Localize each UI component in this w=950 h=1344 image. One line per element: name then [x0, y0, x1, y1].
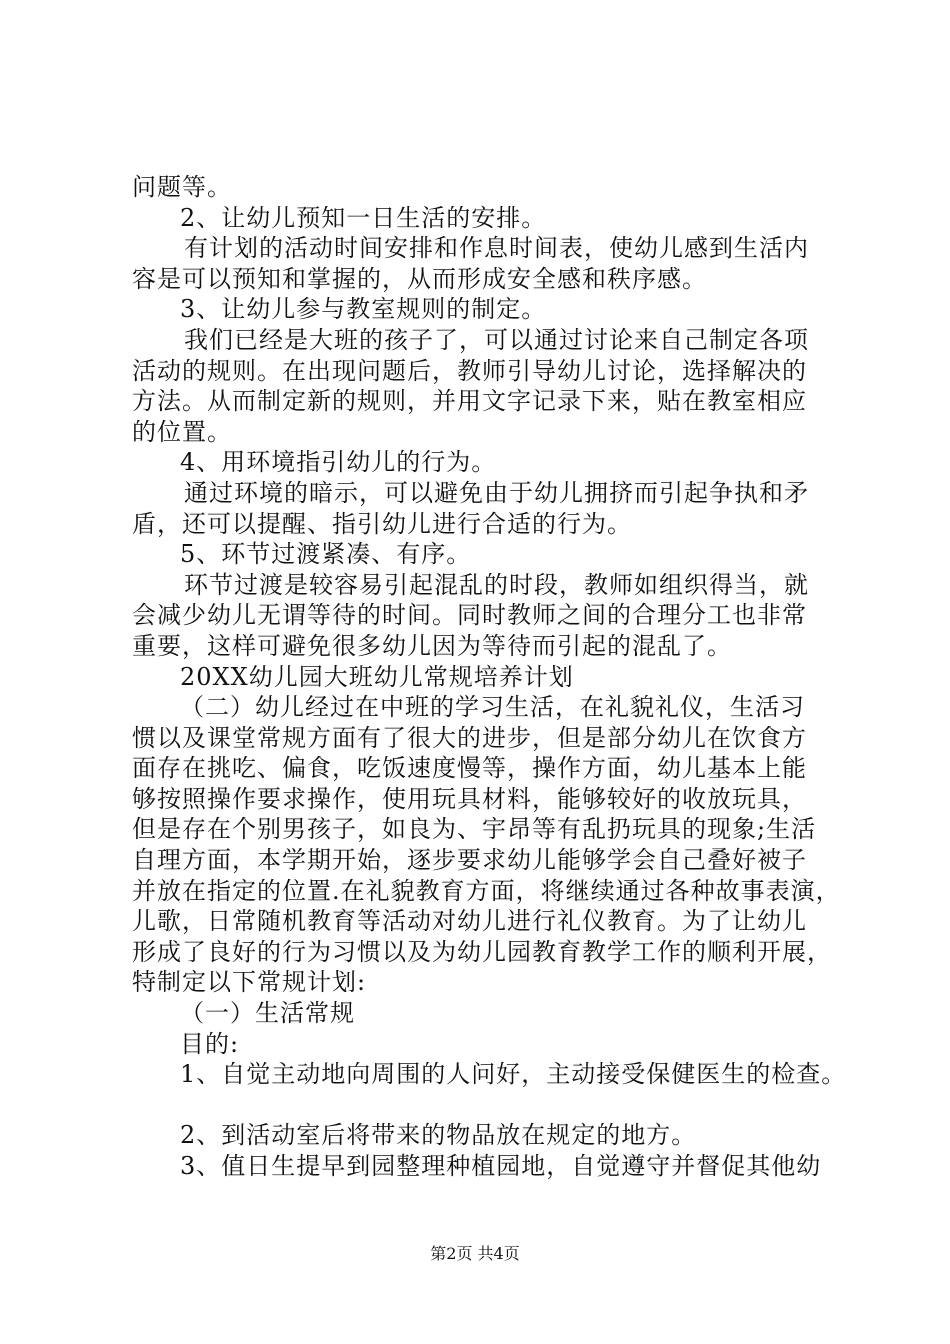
paragraph-line: 通过环境的暗示，可以避免由于幼儿拥挤而引起争执和矛 [184, 478, 809, 507]
paragraph-line: 形成了良好的行为习惯以及为幼儿园教育教学工作的顺利开展， [132, 937, 832, 966]
page-number: 第2页 共4页 [430, 1244, 520, 1263]
paragraph-line: 但是存在个别男孩子，如良为、宇昂等有乱扔玩具的现象;生活 [132, 815, 817, 844]
section-title: 20XX幼儿园大班幼儿常规培养计划 [180, 662, 574, 691]
paragraph-line: 面存在挑吃、偏食，吃饭速度慢等，操作方面，幼儿基本上能 [132, 754, 807, 783]
list-item: 2、到活动室后将带来的物品放在规定的地方。 [180, 1121, 697, 1150]
goal-label: 目的: [180, 1029, 240, 1058]
paragraph-line: 儿歌，日常随机教育等活动对幼儿进行礼仪教育。为了让幼儿 [132, 907, 807, 936]
paragraph-line: （二）幼儿经过在中班的学习生活，在礼貌礼仪，生活习 [180, 693, 805, 722]
paragraph-line: 的位置。 [132, 417, 232, 446]
paragraph-line: 自理方面，本学期开始，逐步要求幼儿能够学会自己叠好被子 [132, 846, 807, 875]
paragraph-line: 会减少幼儿无谓等待的时间。同时教师之间的合理分工也非常 [132, 601, 807, 630]
page-footer [0, 1244, 950, 1264]
blank-line [132, 1090, 832, 1121]
numbered-heading: 5、环节过渡紧凑、有序。 [180, 540, 472, 569]
document-body [132, 172, 847, 1182]
paragraph-line: 够按照操作要求操作，使用玩具材料，能够较好的收放玩具， [132, 784, 807, 813]
paragraph-line: 我们已经是大班的孩子了，可以通过讨论来自己制定各项 [184, 325, 809, 354]
paragraph-line: 特制定以下常规计划: [132, 968, 367, 997]
paragraph-line: 重要，这样可避免很多幼儿因为等待而引起的混乱了。 [132, 631, 732, 660]
subsection-heading: （一）生活常规 [180, 999, 355, 1028]
paragraph-line: 环节过渡是较容易引起混乱的时段，教师如组织得当，就 [184, 570, 809, 599]
list-item: 3、值日生提早到园整理种植园地，自觉遵守并督促其他幼 [180, 1152, 822, 1180]
numbered-heading: 3、让幼儿参与教室规则的制定。 [180, 295, 547, 324]
text-line: 问题等。 [132, 173, 232, 201]
paragraph-line: 容是可以预知和掌握的，从而形成安全感和秩序感。 [132, 264, 707, 293]
paragraph-line: 有计划的活动时间安排和作息时间表，使幼儿感到生活内 [184, 234, 809, 263]
paragraph-line: 并放在指定的位置.在礼貌教育方面，将继续通过各种故事表演， [132, 876, 841, 905]
numbered-heading: 4、用环境指引幼儿的行为。 [180, 448, 497, 477]
numbered-heading: 2、让幼儿预知一日生活的安排。 [180, 203, 547, 232]
list-item: 1、自觉主动地向周围的人问好，主动接受保健医生的检查。 [180, 1060, 847, 1089]
paragraph-line: 方法。从而制定新的规则，并用文字记录下来，贴在教室相应 [132, 387, 807, 416]
paragraph-line: 盾，还可以提醒、指引幼儿进行合适的行为。 [132, 509, 632, 538]
paragraph-line: 活动的规则。在出现问题后，教师引导幼儿讨论，选择解决的 [132, 356, 807, 385]
paragraph-line: 惯以及课堂常规方面有了很大的进步，但是部分幼儿在饮食方 [132, 723, 807, 752]
